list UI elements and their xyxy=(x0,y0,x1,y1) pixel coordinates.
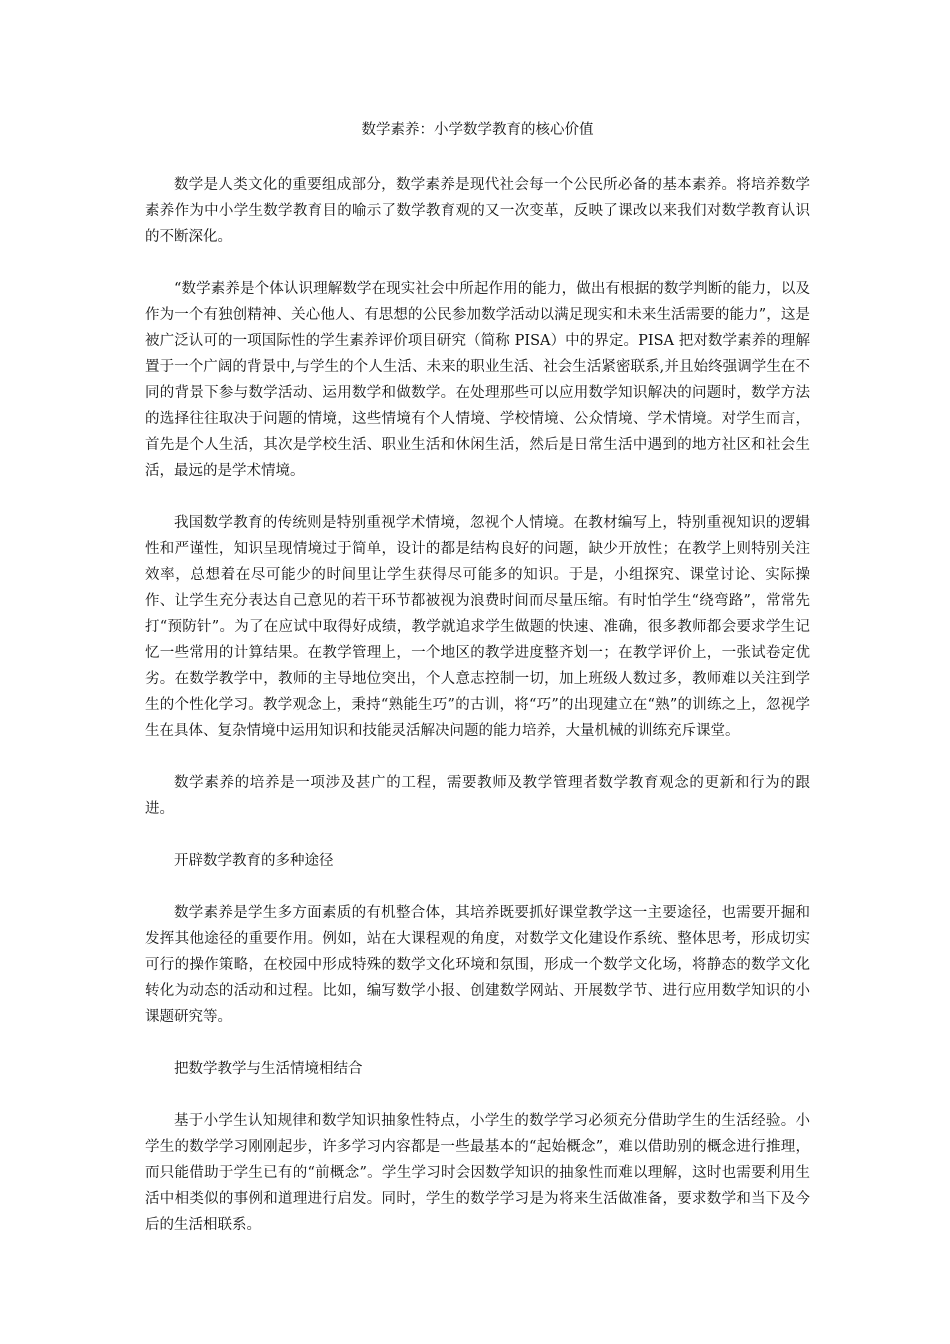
paragraph-life-context: 基于小学生认知规律和数学知识抽象性特点，小学生的数学学习必须充分借助学生的生活经验。小学生的数学学习刚刚起步，许多学习内容都是一些最基本的“起始概念”，难以借助别的概念进行推理，而只能借助于学生已有的“前概念”。学生学习时会因数学知识的抽象性而难以理解，这时也需要利用生活中相类似的事例和道理进行启发。同时，学生的数学学习是为将来生活做准备，要求数学和当下及今后的生活相联系。 xyxy=(145,1113,810,1233)
paragraph-intro: 数学是人类文化的重要组成部分，数学素养是现代社会每一个公民所必备的基本素养。将培养数学素养作为中小学生数学教育目的喻示了数学教育观的又一次变革，反映了课改以来我们对数学教育认识的不断深化。 xyxy=(145,177,810,245)
section-heading-life-context: 把数学教学与生活情境相结合 xyxy=(174,1061,363,1077)
paragraph-pisa-definition: “数学素养是个体认识理解数学在现实社会中所起作用的能力，做出有根据的数学判断的能力，以及作为一个有独创精神、关心他人、有思想的公民参加数学活动以满足现实和未来生活需要的能力”，这是被广泛认可的一项国际性的学生素养评价项目研究（简称 PISA）中的界定。PISA 把对数学素养的理解置于一个广阔的背景中,与学生的个人生活、未来的职业生活、社会生活紧密联系,并且始终强调学生在不同的背景下参与数学活动、运用数学和做数学。在处理那些可以应用数学知识解决的问题时，数学方法的选择往往取决于问题的情境，这些情境有个人情境、学校情境、公众情境、学术情境。对学生而言，首先是个人生活，其次是学校生活、职业生活和休闲生活，然后是日常生活中遇到的地方社区和社会生活，最远的是学术情境。 xyxy=(145,281,810,479)
document-body xyxy=(145,117,810,1264)
paragraph-cultivation: 数学素养的培养是一项涉及甚广的工程，需要教师及教学管理者数学教育观念的更新和行为的跟进。 xyxy=(145,775,810,817)
section-heading-multiple-paths: 开辟数学教育的多种途径 xyxy=(174,853,334,869)
paragraph-multiple-paths: 数学素养是学生多方面素质的有机整合体，其培养既要抓好课堂教学这一主要途径，也需要开掘和发挥其他途径的重要作用。例如，站在大课程观的角度，对数学文化建设作系统、整体思考，形成切实可行的操作策略，在校园中形成特殊的数学文化环境和氛围，形成一个数学文化场，将静态的数学文化转化为动态的活动和过程。比如，编写数学小报、创建数学网站、开展数学节、进行应用数学知识的小课题研究等。 xyxy=(145,905,810,1025)
paragraph-tradition: 我国数学教育的传统则是特别重视学术情境，忽视个人情境。在教材编写上，特别重视知识的逻辑性和严谨性，知识呈现情境过于简单，设计的都是结构良好的问题，缺少开放性；在教学上则特别关注效率，总想着在尽可能少的时间里让学生获得尽可能多的知识。于是，小组探究、课堂讨论、实际操作、让学生充分表达自己意见的若干环节都被视为浪费时间而尽量压缩。有时怕学生“绕弯路”，常常先打“预防针”。为了在应试中取得好成绩，教学就追求学生做题的快速、准确，很多教师都会要求学生记忆一些常用的计算结果。在教学管理上，一个地区的教学进度整齐划一；在教学评价上，一张试卷定优劣。在数学教学中，教师的主导地位突出，个人意志控制一切，加上班级人数过多，教师难以关注到学生的个性化学习。教学观念上，秉持“熟能生巧”的古训，将“巧”的出现建立在“熟”的训练之上，忽视学生在具体、复杂情境中运用知识和技能灵活解决问题的能力培养，大量机械的训练充斥课堂。 xyxy=(145,515,810,739)
document-title: 数学素养：小学数学教育的核心价值 xyxy=(361,122,594,138)
